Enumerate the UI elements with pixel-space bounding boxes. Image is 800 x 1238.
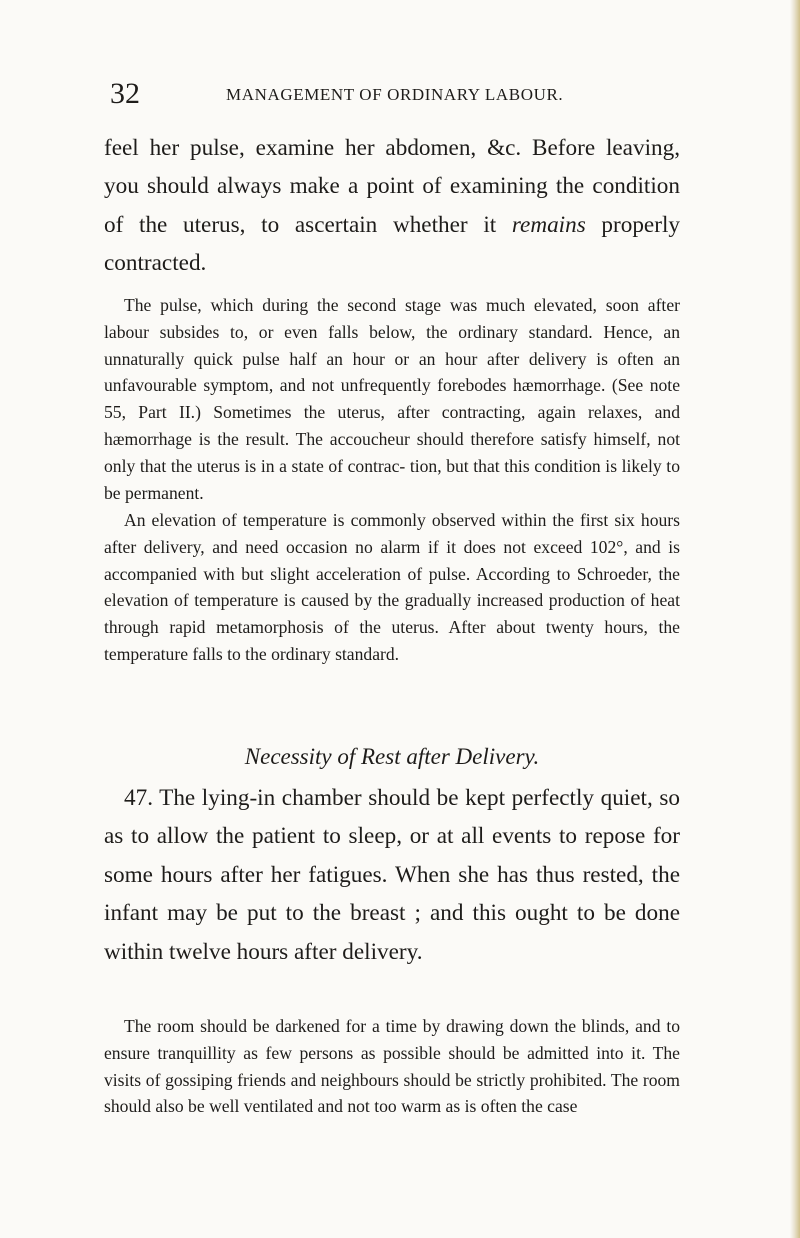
p1-start: feel her pulse, examine her abdomen, &c. Before leaving, you should always make a point of examining the condition of the uterus, to ascertain whether it <box>104 135 680 238</box>
p1-italic-word: remains <box>511 211 586 238</box>
section-heading: Necessity of Rest after Delivery. <box>244 744 540 769</box>
page-number: 32 <box>110 77 140 110</box>
paragraph-47: 47. The lying-in chamber should be kept perfectly quiet, so as to allow the patient to sleep, or at all events to repose for some hours after her fatigues. When she has thus rested, the infant may be put to the breast ; and this ought to be done within twelve hours after delivery. <box>104 785 680 965</box>
page-header <box>110 74 670 114</box>
paragraph-pulse-note: The pulse, which during the second stage was much elevated, soon after labour subsides to, or even falls below, the ordinary standard. Hence, an unnaturally quick pulse half an hour or an hour after delivery is often an unfavourable symptom, and not unfrequently forebodes hæmorrhage. (See note 55, Part II.) Sometimes the uterus, after contracting, again relaxes, and hæmorrhage is the result. The accoucheur should therefore satisfy himself, not only that the uterus is in a state of contrac- tion, but that this condition is likely to be permanent. <box>104 295 680 503</box>
running-head: MANAGEMENT OF ORDINARY LABOUR. <box>226 85 564 104</box>
paragraph-pulse-examination <box>104 129 680 283</box>
paragraph-temperature-note: An elevation of temperature is commonly observed within the first six hours after delivery, and need occasion no alarm if it does not exceed 102°, and is accompanied with but slight acceleration of pulse. According to Schroeder, the elevation of temperature is caused by the gradually increased production of heat through rapid metamorphosis of the uterus. After about twenty hours, the temperature falls to the ordinary standard. <box>104 510 680 664</box>
paragraph-room-note: The room should be darkened for a time by drawing down the blinds, and to ensure tranquillity as few persons as possible should be admitted into it. The visits of gossiping friends and neighbours should be strictly prohibited. The room should also be well ventilated and not too warm as is often the case <box>104 1016 680 1117</box>
p1-end: properly contracted. <box>104 211 680 277</box>
page-edge <box>790 0 800 1238</box>
